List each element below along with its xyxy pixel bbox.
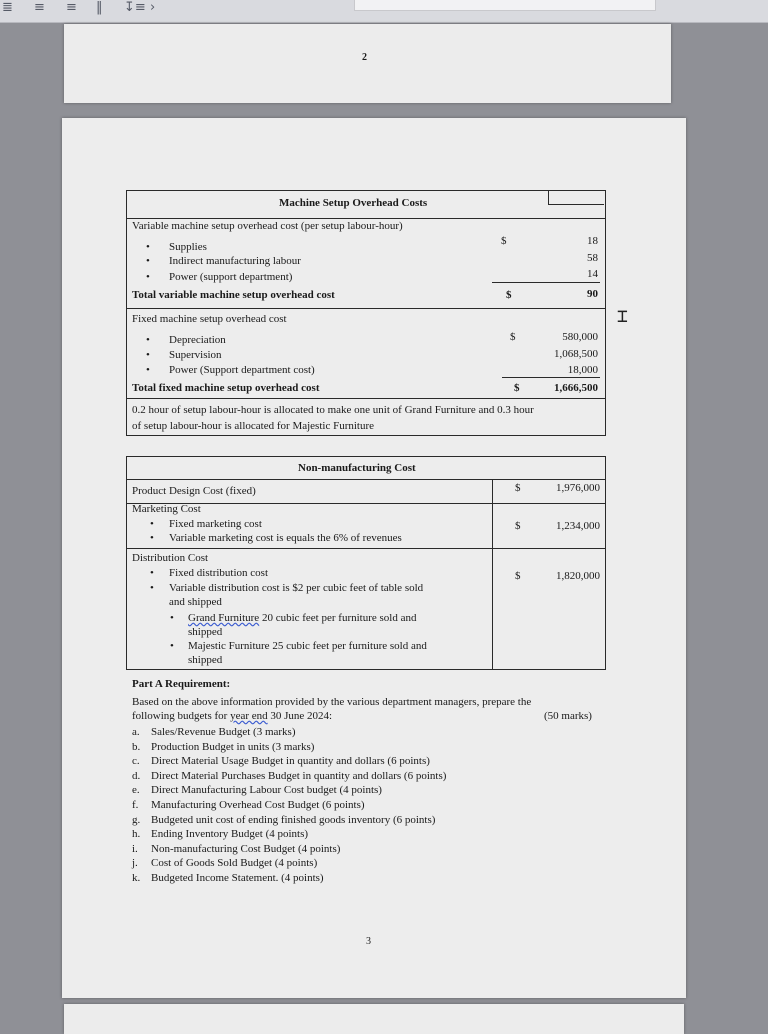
fixed-item-value: 1,068,500 [554,348,598,360]
marketing-item-label: Fixed marketing cost [169,518,262,530]
requirement-item: Direct Material Purchases Budget in quantity and dollars (6 points) [151,769,447,782]
toolbar-tab[interactable] [354,0,656,11]
machine-setup-title: Machine Setup Overhead Costs [279,197,428,209]
requirement-item: Sales/Revenue Budget (3 marks) [151,726,296,738]
variable-total-value: 90 [587,288,598,300]
align-center-icon[interactable]: ≡ [34,0,45,15]
bullet: • [150,582,154,594]
dollar-sign: $ [515,482,521,494]
fixed-item-value: 18,000 [567,364,598,376]
bullet: • [170,640,174,652]
variable-header: Variable machine setup overhead cost (per setup labour-hour) [132,220,403,232]
variable-item-label: Supplies [169,241,207,253]
sub-item-text: 20 cubic feet per furniture sold and [259,612,417,624]
requirement-item: Non-manufacturing Cost Budget (4 points) [151,842,341,855]
distribution-item-label: Fixed distribution cost [169,567,268,579]
ribbon-toolbar [0,0,768,23]
part-a-heading: Part A Requirement: [132,678,231,690]
part-a-intro-line2 [132,710,332,723]
fixed-item-label: Power (Support department cost) [169,364,315,376]
year-end-link[interactable]: year end [230,710,268,722]
requirement-letter: a. [132,726,140,738]
requirement-letter: d. [132,769,141,782]
product-design-label: Product Design Cost (fixed) [132,485,256,497]
marketing-header: Marketing Cost [132,503,201,515]
product-design-value: 1,976,000 [556,482,600,494]
requirement-letter: c. [132,755,140,768]
previous-page [64,24,671,103]
requirement-item: Ending Inventory Budget (4 points) [151,828,309,841]
fixed-header: Fixed machine setup overhead cost [132,313,287,325]
variable-item-value: 58 [587,252,598,264]
dollar-sign: $ [515,520,521,532]
dollar-sign: $ [515,570,521,582]
marketing-item-label: Variable marketing cost is equals the 6% of revenues [169,532,402,544]
marketing-value: 1,234,000 [556,520,600,532]
distribution-item-label-cont: and shipped [169,596,222,608]
chevron-down-icon[interactable]: › [150,0,156,15]
bullet: • [146,271,150,283]
distribution-sub-item-label-cont: shipped [188,626,223,638]
requirement-item: Cost of Goods Sold Budget (4 points) [151,857,318,870]
requirement-item: Budgeted unit cost of ending finished goods inventory (6 points) [151,813,436,826]
bullet: • [150,518,154,530]
distribution-sub-item-label: Majestic Furniture 25 cubic feet per furniture sold and [188,640,427,652]
variable-item-label: Indirect manufacturing labour [169,255,301,267]
requirement-letter: k. [132,872,141,884]
distribution-value: 1,820,000 [556,570,600,582]
dollar-sign: $ [506,289,512,301]
requirement-item: Manufacturing Overhead Cost Budget (6 points) [151,799,365,811]
distribution-header: Distribution Cost [132,552,209,564]
bullet: • [170,612,174,624]
next-page [64,1004,684,1034]
variable-item-value: 14 [587,268,598,280]
bullet: • [150,567,154,579]
fixed-item-label: Depreciation [169,334,226,346]
variable-item-label: Power (support department) [169,271,293,283]
bullet: • [146,334,150,346]
variable-total-label: Total variable machine setup overhead cost [132,289,335,301]
dollar-sign: $ [501,235,507,247]
bullet: • [146,364,150,376]
requirement-letter: e. [132,784,140,797]
bullet: • [150,532,154,544]
non-manufacturing-title: Non-manufacturing Cost [298,462,416,474]
setup-note-line2: of setup labour-hour is allocated for Majestic Furniture [132,420,375,432]
document-page [62,118,686,998]
text-cursor-icon: ⌶ [617,306,628,327]
page-number-prev: 2 [362,52,367,63]
requirement-letter: h. [132,828,141,841]
part-a-intro-line1: Based on the above information provided by the various department managers, prepare the [132,696,532,708]
part-a-marks: (50 marks) [544,710,592,722]
distribution-sub-item-label [188,612,417,625]
requirement-letter: g. [132,813,141,826]
intro-text: 30 June 2024: [267,710,333,722]
fixed-total-value: 1,666,500 [554,382,598,394]
requirement-letter: j. [132,857,138,870]
distribution-sub-item-label-cont: shipped [188,654,223,666]
requirement-item: Direct Material Usage Budget in quantity and dollars (6 points) [151,755,430,768]
fixed-item-value: 580,000 [562,331,598,343]
grand-furniture-link[interactable]: Grand Furniture [188,612,260,624]
dollar-sign: $ [510,331,516,343]
align-left-icon[interactable]: ≣ [2,0,13,15]
list-icon[interactable]: ↧≡ [124,0,146,15]
variable-item-value: 18 [587,235,598,247]
requirement-letter: i. [132,842,138,855]
justify-icon[interactable]: ‖ [96,0,103,15]
distribution-item-label: Variable distribution cost is $2 per cubic feet of table sold [169,582,424,594]
setup-note-line1: 0.2 hour of setup labour-hour is allocated to make one unit of Grand Furniture and 0.3 hour [132,404,534,416]
requirement-letter: f. [132,799,139,811]
fixed-total-label: Total fixed machine setup overhead cost [132,382,320,394]
page-number: 3 [366,936,371,947]
bullet: • [146,349,150,361]
bullet: • [146,255,150,267]
dollar-sign: $ [514,382,520,394]
requirement-item: Budgeted Income Statement. (4 points) [151,872,324,884]
requirement-letter: b. [132,740,141,753]
align-right-icon[interactable]: ≡ [66,0,77,15]
requirement-item: Direct Manufacturing Labour Cost budget (4 points) [151,784,382,797]
fixed-item-label: Supervision [169,349,222,361]
requirement-item: Production Budget in units (3 marks) [151,740,315,753]
intro-text: following budgets for [132,710,231,722]
bullet: • [146,241,150,253]
